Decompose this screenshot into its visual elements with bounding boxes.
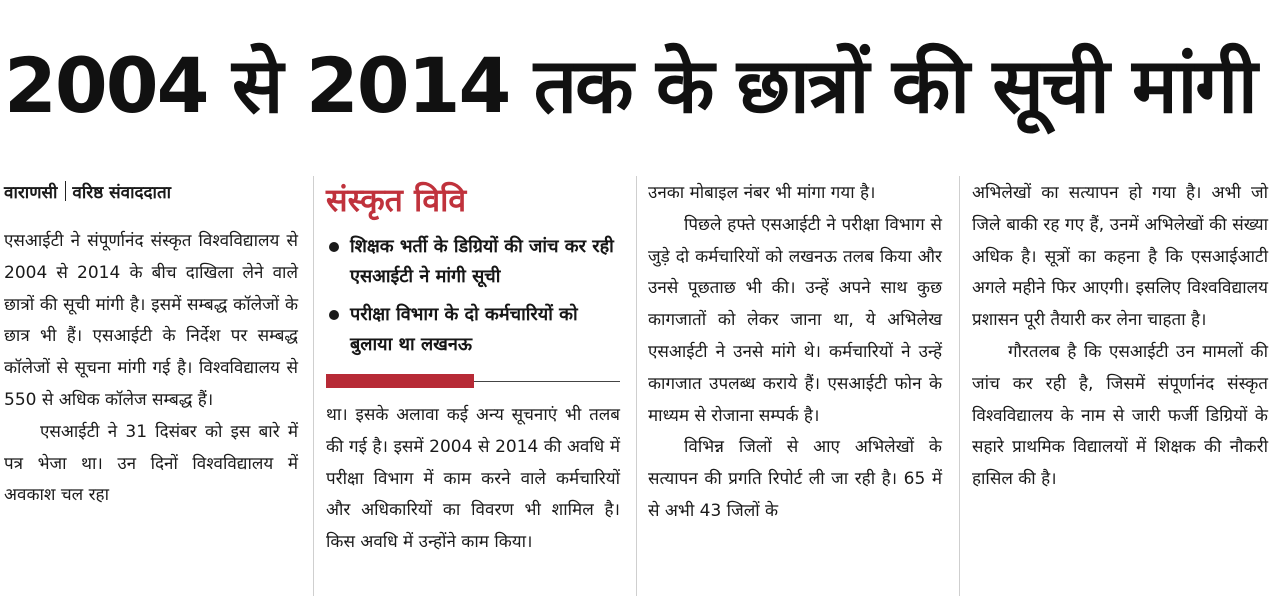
article-paragraph: विभिन्न जिलों से आए अभिलेखों के सत्यापन की प्रगति रिपोर्ट ली जा रही है। 65 में से अभी 43 जिलों के [648,437,942,521]
article-paragraph: अभिलेखों का सत्यापन हो गया है। अभी जो जिले बाकी रह गए हैं, उनमें अभिलेखों की संख्या अधिक है। सूत्रों का कहना है कि एसआईआटी अगले महीने फिर आएगी। इसलिए विश्वविद्यालय प्रशासन पूरी तैयारी कर लेना चाहता है। [972,183,1268,331]
dateline [4,178,298,208]
article-paragraph: था। इसके अलावा कई अन्य सूचनाएं भी तलब की गई है। इसमें 2004 से 2014 की अवधि में परीक्षा विभाग में काम करने वाले कर्मचारियों और अधिकारियों का विवरण भी शामिल है। किस अवधि में उन्होंने काम किया। [326,405,620,553]
bullet-icon [329,242,339,252]
bullet-icon [329,310,339,320]
rule-line [474,381,620,382]
section-title: संस्कृत विवि [326,181,467,219]
article-paragraph: उनका मोबाइल नंबर भी मांगा गया है। [648,183,876,203]
highlight-text: परीक्षा विभाग के दो कर्मचारियों को बुलाया था लखनऊ [350,304,578,355]
column-divider [636,176,637,596]
highlight-item [326,300,620,360]
headline: 2004 से 2014 तक के छात्रों की सूची मांगी [4,41,1256,130]
highlight-text: शिक्षक भर्ती के डिग्रियों की जांच कर रही एसआईटी ने मांगी सूची [350,236,614,287]
dateline-separator [65,181,66,201]
article-column-1 [4,178,298,512]
article-paragraph: एसआईटी ने 31 दिसंबर को इस बारे में पत्र भेजा था। उन दिनों विश्वविद्यालय में अवकाश चल रहा [4,421,298,506]
rule-accent [326,374,474,388]
highlight-item [326,232,620,292]
article-paragraph: पिछले हफ्ते एसआईटी ने परीक्षा विभाग से जुड़े दो कर्मचारियों को लखनऊ तलब किया और उनसे पूछताछ भी की। उन्हें अपने साथ कुछ कागजातों को लेकर जाना था, ये अभिलेख एसआईटी ने उनसे मांगे थे। कर्मचारियों ने उन्हें कागजात उपलब्ध कराये हैं। एसआईटी फोन के माध्यम से रोजाना सम्पर्क है। [648,214,942,426]
highlight-list [326,232,620,360]
section-rule [326,374,620,388]
article-column-4 [972,178,1268,496]
dateline-place: वाराणसी [4,183,58,203]
article-paragraph: एसआईटी ने संपूर्णानंद संस्कृत विश्वविद्यालय से 2004 से 2014 के बीच दाखिला लेने वाले छात्रों की सूची मांगी है। इसमें सम्बद्ध कॉलेजों के छात्र भी हैं। एसआईटी के निर्देश पर सम्बद्ध कॉलेजों से सूचना मांगी गई है। विश्वविद्यालय से 550 से अधिक कॉलेज सम्बद्ध हैं। [4,231,298,410]
column-divider [959,176,960,596]
article-column-2 [326,178,620,559]
dateline-byline: वरिष्ठ संवाददाता [72,183,172,203]
article-paragraph: गौरतलब है कि एसआईटी उन मामलों की जांच कर रही है, जिसमें संपूर्णानंद संस्कृत विश्वविद्यालय के नाम से जारी फर्जी डिग्रियों के सहारे प्राथमिक विद्यालयों में शिक्षक की नौकरी हासिल की है। [972,341,1268,490]
article-column-3 [648,178,942,528]
column-divider [313,176,314,596]
